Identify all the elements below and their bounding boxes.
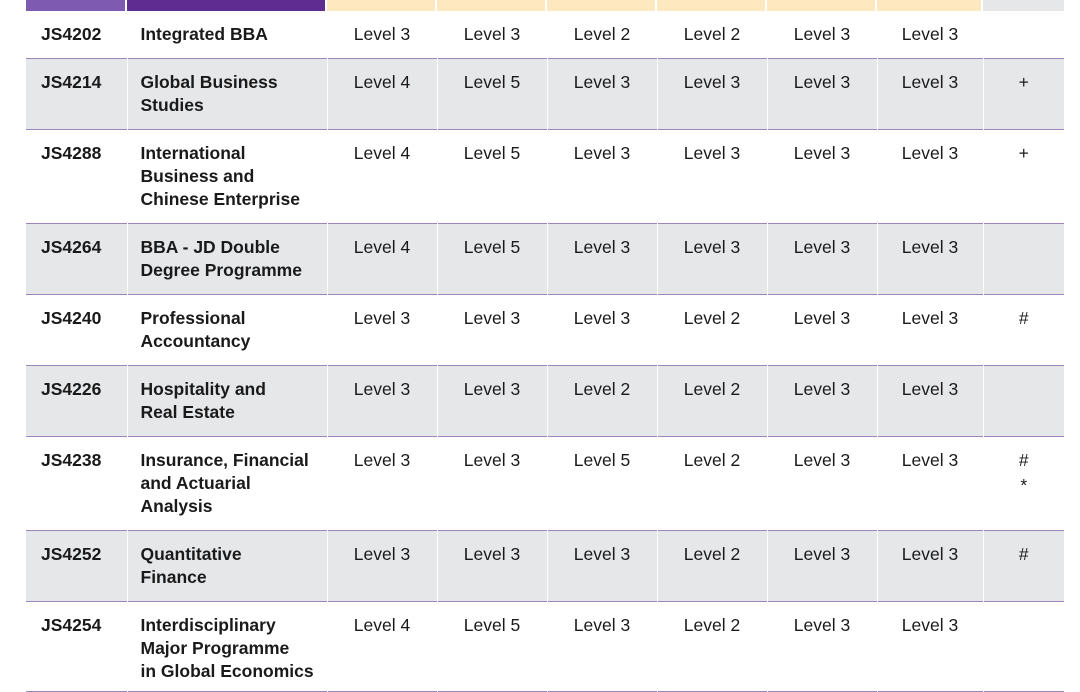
level-requirement: Level 3: [877, 58, 983, 129]
level-requirement: Level 3: [657, 129, 767, 223]
level-requirement: Level 3: [327, 530, 437, 601]
remark-symbol: +: [1018, 142, 1029, 163]
programme-name-line: Interdisciplinary: [140, 614, 276, 635]
remark-cell: [983, 294, 1064, 365]
programme-name-line: BBA - JD Double: [140, 236, 280, 257]
level-requirement: Level 3: [877, 601, 983, 691]
remark-symbol: #: [1018, 449, 1029, 470]
level-requirement: Level 2: [657, 11, 767, 58]
programme-code: JS4202: [26, 11, 127, 58]
level-requirement: Level 3: [767, 294, 877, 365]
level-requirement: Level 3: [437, 365, 547, 436]
level-requirement: Level 2: [657, 436, 767, 530]
level-requirement: Level 3: [437, 436, 547, 530]
level-requirement: Level 3: [327, 365, 437, 436]
level-requirement: Level 3: [547, 530, 657, 601]
programme-name: [127, 436, 327, 530]
programme-name-line: and Actuarial: [140, 472, 251, 493]
programme-name-line: Insurance, Financial: [140, 449, 309, 470]
programme-name: [127, 11, 327, 58]
table-row: [26, 129, 1064, 223]
programme-name: [127, 58, 327, 129]
programme-name-line: Quantitative: [140, 543, 242, 564]
level-requirement: Level 2: [657, 294, 767, 365]
remark-cell: [983, 11, 1064, 58]
level-requirement: Level 3: [767, 58, 877, 129]
programme-name-line: Global Business: [140, 71, 278, 92]
level-requirement: Level 3: [877, 365, 983, 436]
level-requirement: Level 3: [327, 11, 437, 58]
table-row: [26, 11, 1064, 58]
programme-name-line: Integrated BBA: [140, 24, 268, 44]
programme-code: JS4240: [26, 294, 127, 365]
level-requirement: Level 3: [767, 601, 877, 691]
remark-cell: [983, 223, 1064, 294]
level-requirement: Level 5: [437, 129, 547, 223]
programme-name-line: Major Programme: [140, 637, 290, 658]
remark-symbol: #: [1018, 307, 1029, 328]
programme-name: [127, 601, 327, 691]
level-requirement: Level 3: [437, 530, 547, 601]
level-requirement: Level 4: [327, 223, 437, 294]
level-requirement: Level 3: [767, 436, 877, 530]
programme-code: JS4264: [26, 223, 127, 294]
level-requirement: Level 4: [327, 58, 437, 129]
level-requirement: Level 3: [767, 365, 877, 436]
table-row: [26, 365, 1064, 436]
header-cell-level-3: [547, 0, 655, 11]
remark-cell: [983, 58, 1064, 129]
level-requirement: Level 5: [437, 58, 547, 129]
programme-name: [127, 294, 327, 365]
table-row: [26, 58, 1064, 129]
level-requirement: Level 3: [767, 223, 877, 294]
level-requirement: Level 3: [877, 530, 983, 601]
level-requirement: Level 5: [437, 223, 547, 294]
programme-code: JS4238: [26, 436, 127, 530]
level-requirement: Level 3: [767, 129, 877, 223]
level-requirement: Level 3: [877, 223, 983, 294]
programme-name-line: Hospitality and: [140, 378, 266, 399]
level-requirement: Level 5: [437, 601, 547, 691]
programme-requirements-table: [26, 11, 1064, 692]
remark-cell: [983, 436, 1064, 530]
level-requirement: Level 2: [547, 365, 657, 436]
table-row: [26, 530, 1064, 601]
level-requirement: Level 2: [657, 601, 767, 691]
table-row: [26, 294, 1064, 365]
level-requirement: Level 2: [657, 530, 767, 601]
programme-name-line: Business and: [140, 165, 255, 186]
programme-name-line: Studies: [140, 94, 204, 115]
header-cell-programme: [127, 0, 325, 11]
level-requirement: Level 4: [327, 601, 437, 691]
level-requirement: Level 3: [877, 129, 983, 223]
programme-name-line: Professional: [140, 307, 246, 328]
header-cell-level-4: [657, 0, 765, 11]
level-requirement: Level 3: [547, 58, 657, 129]
programme-code: JS4226: [26, 365, 127, 436]
programme-name-line: Analysis: [140, 495, 213, 516]
level-requirement: Level 3: [877, 11, 983, 58]
header-cell-remarks: [983, 0, 1064, 11]
programme-code: JS4254: [26, 601, 127, 691]
programme-name-line: Degree Programme: [140, 259, 302, 280]
remark-symbol: +: [1018, 71, 1029, 92]
level-requirement: Level 3: [547, 129, 657, 223]
remark-cell: [983, 129, 1064, 223]
level-requirement: Level 2: [657, 365, 767, 436]
programme-name: [127, 365, 327, 436]
programme-name-line: Chinese Enterprise: [140, 188, 300, 209]
programme-code: JS4252: [26, 530, 127, 601]
programme-code: JS4214: [26, 58, 127, 129]
programme-name: [127, 129, 327, 223]
remark-cell: [983, 530, 1064, 601]
level-requirement: Level 5: [547, 436, 657, 530]
level-requirement: Level 3: [327, 294, 437, 365]
level-requirement: Level 3: [547, 294, 657, 365]
table-row: [26, 223, 1064, 294]
header-cell-code: [26, 0, 125, 11]
programme-name-line: International: [140, 142, 246, 163]
remark-symbol: *: [1020, 474, 1028, 495]
level-requirement: Level 3: [877, 294, 983, 365]
programme-name-line: Real Estate: [140, 401, 235, 422]
level-requirement: Level 3: [657, 223, 767, 294]
header-cell-level-2: [437, 0, 545, 11]
level-requirement: Level 3: [767, 530, 877, 601]
programme-name-line: Finance: [140, 566, 207, 587]
programme-name-line: in Global Economics: [140, 660, 314, 681]
programme-code: JS4288: [26, 129, 127, 223]
level-requirement: Level 2: [547, 11, 657, 58]
table-row: [26, 601, 1064, 691]
level-requirement: Level 3: [657, 58, 767, 129]
programme-name: [127, 530, 327, 601]
header-cell-level-5: [767, 0, 875, 11]
level-requirement: Level 3: [547, 601, 657, 691]
remark-cell: [983, 601, 1064, 691]
programme-name-line: Accountancy: [140, 330, 251, 351]
remark-symbol: #: [1018, 543, 1029, 564]
level-requirement: Level 3: [437, 11, 547, 58]
remark-cell: [983, 365, 1064, 436]
header-cell-level-6: [877, 0, 981, 11]
level-requirement: Level 3: [437, 294, 547, 365]
table-row: [26, 436, 1064, 530]
level-requirement: Level 4: [327, 129, 437, 223]
level-requirement: Level 3: [877, 436, 983, 530]
header-cell-level-1: [327, 0, 435, 11]
table-header-strip: [26, 0, 1064, 11]
table-body: [26, 11, 1064, 691]
programme-name: [127, 223, 327, 294]
level-requirement: Level 3: [327, 436, 437, 530]
level-requirement: Level 3: [547, 223, 657, 294]
level-requirement: Level 3: [767, 11, 877, 58]
